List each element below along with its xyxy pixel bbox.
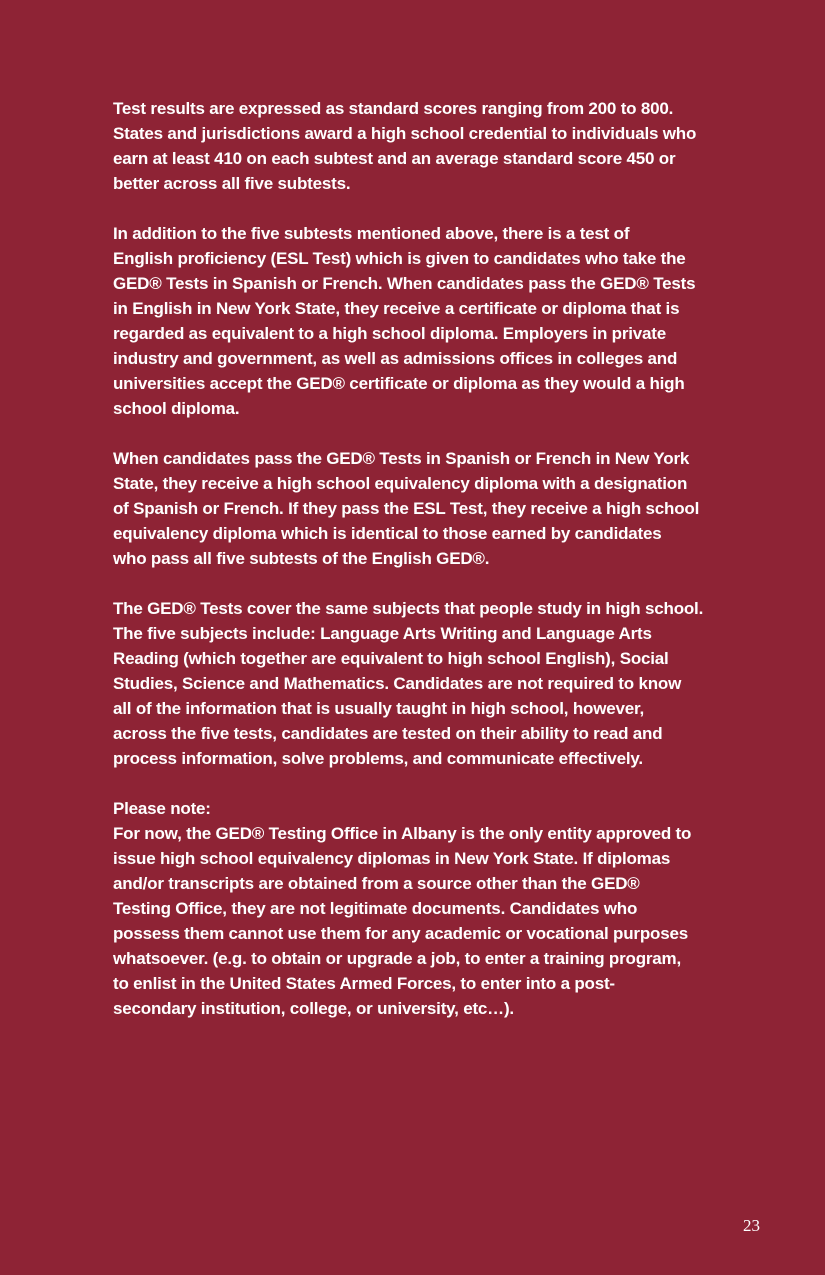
text-line: whatsoever. (e.g. to obtain or upgrade a job, to enter a training program, [113, 949, 681, 968]
text-line: of Spanish or French. If they pass the ESL Test, they receive a high school [113, 499, 700, 518]
text-line: process information, solve problems, and communicate effectively. [113, 749, 643, 768]
body-text [113, 96, 763, 1046]
text-line: English proficiency (ESL Test) which is given to candidates who take the [113, 249, 686, 268]
paragraph-please-note [113, 796, 763, 1021]
text-line: State, they receive a high school equivalency diploma with a designation [113, 474, 688, 493]
text-line: school diploma. [113, 399, 240, 418]
text-line: When candidates pass the GED® Tests in Spanish or French in New York [113, 449, 690, 468]
text-line: The five subjects include: Language Arts Writing and Language Arts [113, 624, 652, 643]
text-line: who pass all five subtests of the English GED®. [113, 549, 490, 568]
text-line: better across all five subtests. [113, 174, 351, 193]
text-line: States and jurisdictions award a high school credential to individuals who [113, 124, 697, 143]
text-line: In addition to the five subtests mentioned above, there is a test of [113, 224, 630, 243]
text-line: universities accept the GED® certificate or diploma as they would a high [113, 374, 685, 393]
paragraph-spanish-french [113, 446, 763, 571]
text-line: Testing Office, they are not legitimate documents. Candidates who [113, 899, 638, 918]
text-line: For now, the GED® Testing Office in Albany is the only entity approved to [113, 824, 692, 843]
text-line: regarded as equivalent to a high school diploma. Employers in private [113, 324, 667, 343]
text-line: Reading (which together are equivalent to high school English), Social [113, 649, 669, 668]
text-line: to enlist in the United States Armed Forces, to enter into a post- [113, 974, 615, 993]
text-line: Studies, Science and Mathematics. Candidates are not required to know [113, 674, 682, 693]
text-line: all of the information that is usually taught in high school, however, [113, 699, 644, 718]
text-line: earn at least 410 on each subtest and an average standard score 450 or [113, 149, 676, 168]
text-line: Test results are expressed as standard scores ranging from 200 to 800. [113, 99, 674, 118]
text-line: The GED® Tests cover the same subjects that people study in high school. [113, 599, 704, 618]
paragraph-test-results [113, 96, 763, 196]
text-line: and/or transcripts are obtained from a source other than the GED® [113, 874, 640, 893]
text-line: issue high school equivalency diplomas in New York State. If diplomas [113, 849, 671, 868]
text-line: industry and government, as well as admissions offices in colleges and [113, 349, 678, 368]
text-line: secondary institution, college, or university, etc…). [113, 999, 514, 1018]
paragraph-esl-test [113, 221, 763, 421]
page-number: 23 [743, 1216, 760, 1235]
text-line: in English in New York State, they receive a certificate or diploma that is [113, 299, 680, 318]
text-line: GED® Tests in Spanish or French. When candidates pass the GED® Tests [113, 274, 696, 293]
text-line: Please note: [113, 799, 211, 818]
paragraph-subjects [113, 596, 763, 771]
text-line: across the five tests, candidates are tested on their ability to read and [113, 724, 663, 743]
text-line: possess them cannot use them for any academic or vocational purposes [113, 924, 688, 943]
text-line: equivalency diploma which is identical to those earned by candidates [113, 524, 662, 543]
